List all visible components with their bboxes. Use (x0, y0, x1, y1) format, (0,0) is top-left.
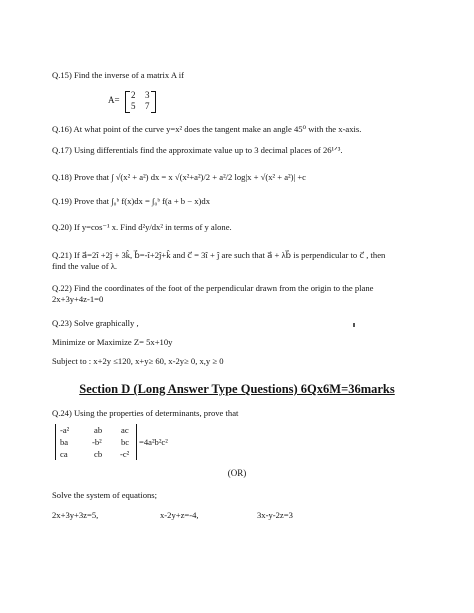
matrix-cell: 3 (145, 90, 150, 100)
question-17: Q.17) Using differentials find the approximate value up to 3 decimal places of 26¹ᐟ³. (52, 145, 343, 155)
question-18: Q.18) Prove that ∫ √(x² + a²) dx = x √(x²+a²)/2 + a²/2 log|x + √(x² + a²)| +c (52, 172, 306, 182)
determinant-cell: ac (121, 425, 129, 435)
question-20: Q.20) If y=cos⁻¹ x. Find d²y/dx² in terms of y alone. (52, 222, 232, 232)
determinant-cell: ab (94, 425, 103, 435)
determinant-cell: -b² (92, 437, 102, 447)
section-d-heading: Section D (Long Answer Type Questions) 6Qx6M=36marks (79, 382, 395, 396)
stray-mark (353, 323, 355, 327)
question-21-line-1: Q.21) If a⃗=2î +2ĵ + 3k̂, b⃗=-î+2ĵ+k̂ and c⃗ = 3î + ĵ are such that a⃗ + λb⃗ is perpendicular to c⃗ , then (52, 250, 386, 260)
equation-2: x-2y+z=-4, (160, 510, 199, 520)
question-16: Q.16) At what point of the curve y=x² does the tangent make an angle 45⁰ with the x-axis. (52, 124, 362, 134)
question-15: Q.15) Find the inverse of a matrix A if (52, 70, 184, 80)
determinant-cell: ba (60, 437, 69, 447)
question-21-line-2: find the value of λ. (52, 261, 118, 271)
or-separator: (OR) (227, 468, 247, 478)
determinant-cell: -a² (60, 425, 70, 435)
question-22-line-2: 2x+3y+4z-1=0 (52, 294, 104, 304)
determinant-result: =4a²b²c² (139, 437, 168, 447)
question-24: Q.24) Using the properties of determinants, prove that (52, 408, 239, 418)
determinant-right-bar (136, 424, 137, 460)
determinant-cell: ca (60, 449, 68, 459)
matrix-left-bracket (125, 91, 130, 113)
question-22-line-1: Q.22) Find the coordinates of the foot of the perpendicular drawn from the origin to the plane (52, 283, 374, 293)
question-24-alternative: Solve the system of equations; (52, 490, 158, 500)
matrix-a-label: A= (108, 95, 120, 105)
matrix-cell: 2 (131, 90, 136, 100)
matrix-cell: 7 (145, 101, 150, 111)
determinant-cell: cb (94, 449, 103, 459)
question-23: Q.23) Solve graphically , (52, 318, 139, 328)
determinant-left-bar (55, 424, 56, 460)
matrix-right-bracket (151, 91, 156, 113)
determinant-cell: -c² (120, 449, 130, 459)
determinant-cell: bc (121, 437, 130, 447)
matrix-cell: 5 (131, 101, 136, 111)
equation-1: 2x+3y+3z=5, (52, 510, 99, 520)
question-23-constraints: Subject to : x+2y ≤120, x+y≥ 60, x-2y≥ 0, x,y ≥ 0 (52, 356, 224, 366)
question-19: Q.19) Prove that ∫₀ᵇ f(x)dx = ∫₀ᵇ f(a + b − x)dx (52, 196, 211, 206)
question-23-objective: Minimize or Maximize Z= 5x+10y (52, 337, 173, 347)
equation-3: 3x-y-2z=3 (257, 510, 293, 520)
